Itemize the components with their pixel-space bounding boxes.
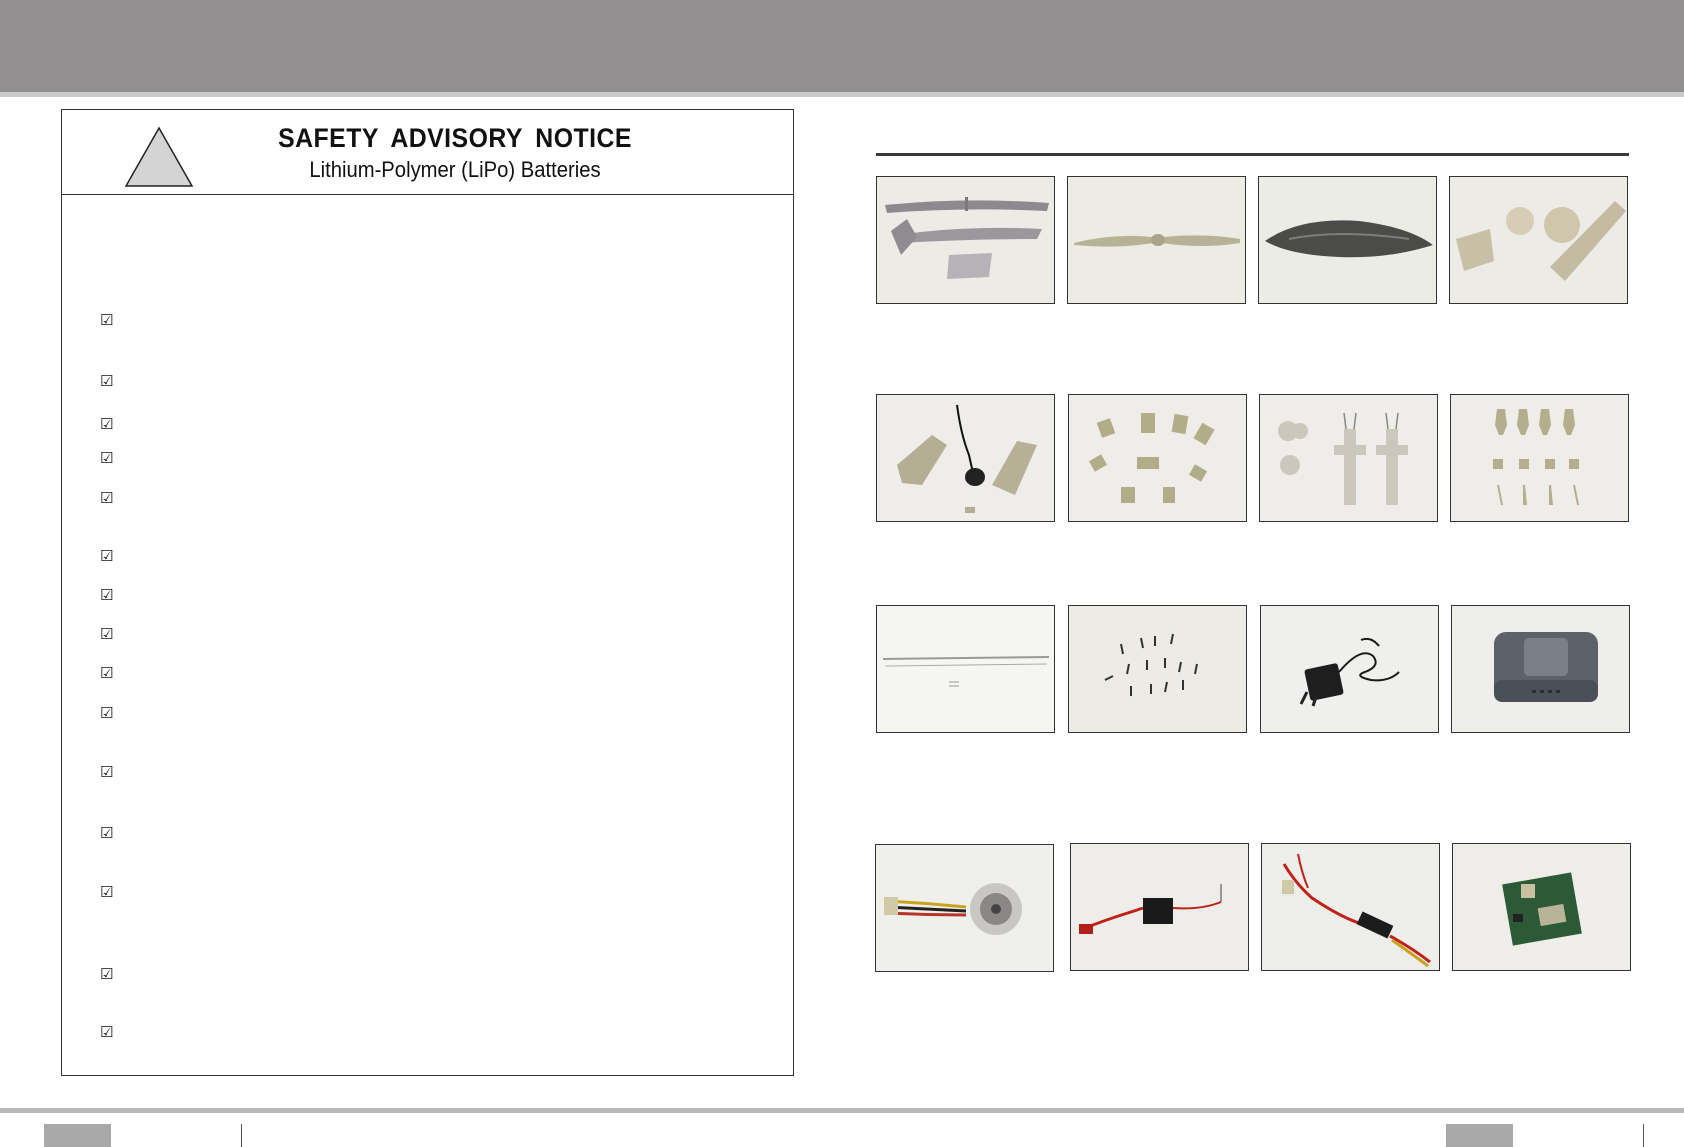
- battery-charger-photo: [1451, 605, 1630, 733]
- checkbox-icon: ☑: [100, 883, 114, 901]
- speed-controller-photo: [1261, 843, 1440, 971]
- checkbox-icon: ☑: [100, 625, 114, 643]
- checkbox-icon: ☑: [100, 489, 114, 507]
- footer-page-tab-left: [44, 1124, 111, 1147]
- checkbox-icon: ☑: [100, 586, 114, 604]
- header-stripe: [0, 92, 1684, 97]
- wing-mounts-photo: [1259, 394, 1438, 522]
- safety-notice-header: [62, 110, 793, 195]
- clevis-photo-icon: [1451, 395, 1629, 522]
- landing-gear-parts-photo: [876, 394, 1055, 522]
- esc-photo-icon: [1262, 844, 1440, 971]
- control-horns-photo: [1068, 394, 1247, 522]
- wing-mount-photo-icon: [1260, 395, 1438, 522]
- warning-triangle-icon: [124, 126, 194, 188]
- screw-photo-icon: [1069, 606, 1247, 733]
- checkbox-icon: ☑: [100, 311, 114, 329]
- nose-cone-spinner-photo: [1449, 176, 1628, 304]
- pushrod-photo-icon: [877, 606, 1055, 733]
- safety-notice-title: SAFETY ADVISORY NOTICE: [278, 123, 632, 153]
- section-rule: [876, 153, 1629, 156]
- circuit-board-photo: [1452, 843, 1631, 971]
- footer-rule: [0, 1108, 1684, 1113]
- safety-notice-subtitle: Lithium-Polymer (LiPo) Batteries: [309, 157, 601, 182]
- checkbox-icon: ☑: [100, 704, 114, 722]
- motor-photo-icon: [876, 845, 1054, 972]
- airframe-parts-photo: [876, 176, 1055, 304]
- propeller-photo: [1067, 176, 1246, 304]
- landing-gear-photo-icon: [877, 395, 1055, 522]
- checkbox-icon: ☑: [100, 547, 114, 565]
- canopy-photo-icon: [1259, 177, 1437, 304]
- header-bar: [0, 0, 1684, 92]
- checkbox-icon: ☑: [100, 965, 114, 983]
- checkbox-icon: ☑: [100, 449, 114, 467]
- pcb-photo-icon: [1453, 844, 1631, 971]
- checkbox-icon: ☑: [100, 415, 114, 433]
- control-horn-photo-icon: [1069, 395, 1247, 522]
- receiver-photo-icon: [1071, 844, 1249, 971]
- footer-divider-left: [241, 1124, 242, 1147]
- clevises-photo: [1450, 394, 1629, 522]
- motor-photo: [875, 844, 1054, 972]
- charger-photo-icon: [1452, 606, 1630, 733]
- checkbox-icon: ☑: [100, 1023, 114, 1041]
- propeller-photo-icon: [1068, 177, 1246, 304]
- footer-divider-right: [1643, 1124, 1644, 1147]
- adapter-photo-icon: [1261, 606, 1439, 733]
- wing-fuselage-photo-icon: [877, 177, 1055, 304]
- checkbox-icon: ☑: [100, 664, 114, 682]
- checkbox-icon: ☑: [100, 763, 114, 781]
- spinner-photo-icon: [1450, 177, 1628, 304]
- push-rods-photo: [876, 605, 1055, 733]
- canopy-photo: [1258, 176, 1437, 304]
- ac-adapter-photo: [1260, 605, 1439, 733]
- checkbox-icon: ☑: [100, 372, 114, 390]
- safety-notice-box: [61, 109, 794, 1076]
- footer-page-tab-right: [1446, 1124, 1513, 1147]
- screws-photo: [1068, 605, 1247, 733]
- checkbox-icon: ☑: [100, 824, 114, 842]
- receiver-photo: [1070, 843, 1249, 971]
